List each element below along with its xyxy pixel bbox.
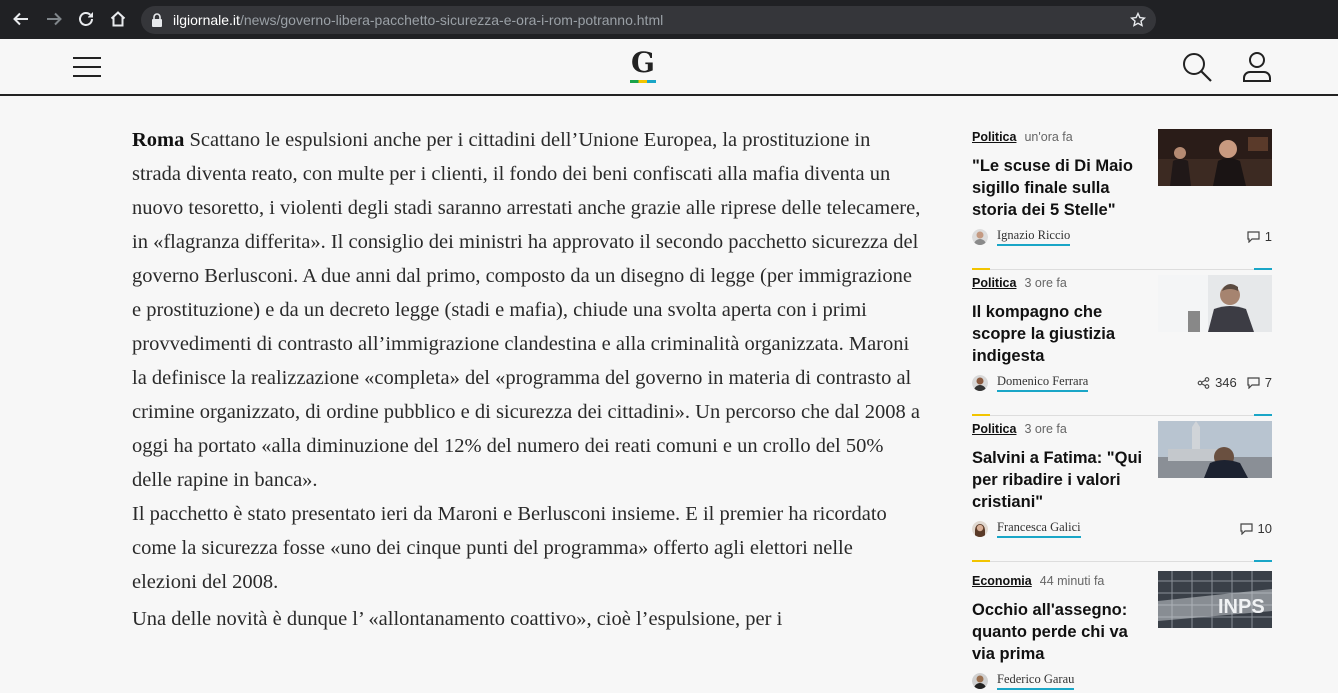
comments-value: 10 bbox=[1257, 521, 1272, 536]
related-article-card[interactable] bbox=[972, 416, 1272, 562]
site-header bbox=[0, 39, 1338, 96]
article-dateline: Roma bbox=[132, 129, 185, 151]
thumbnail-image bbox=[1158, 129, 1272, 186]
card-meta bbox=[972, 422, 1067, 436]
related-articles-sidebar bbox=[972, 124, 1272, 693]
card-title[interactable]: Salvini a Fatima: "Qui per ribadire i valori cristiani" bbox=[972, 449, 1143, 511]
shares-value: 346 bbox=[1215, 375, 1237, 390]
card-time: 3 ore fa bbox=[1024, 276, 1067, 290]
address-bar[interactable] bbox=[141, 6, 1156, 34]
category-link[interactable]: Politica bbox=[972, 422, 1017, 436]
back-button[interactable] bbox=[10, 8, 32, 30]
comments-value: 7 bbox=[1264, 375, 1272, 390]
lock-icon bbox=[151, 13, 163, 27]
card-author[interactable] bbox=[972, 228, 1070, 246]
article-paragraph-text: Scattano le espulsioni anche per i cittadini dell’Unione Europea, la prostituzione in strada diventa reato, con multe per i clienti, il fondo dei beni confiscati alla mafia diventa un nuovo tesoretto, i violenti degli stadi saranno arrestati anche grazie alle riprese delle telecamere, in «flagranza differita». Il consiglio dei ministri ha approvato il secondo pacchetto sicurezza del governo Berlusconi. A due anni dal primo, composto da un disegno di legge (per immigrazione e prostituzione) e da un decreto legge (stadi e mafia), chiude una svolta aperta con i primi provvedimenti di contrasto all’immigrazione clandestina e alla criminalità organizzata. Maroni la definisce la realizzazione «completa» del «programma del governo in materia di contrasto al crimine organizzato, di ordine pubblico e di sicurezza dei cittadini». Un percorso che dal 2008 a oggi ha portato «alla diminuzione del 12% del numero dei reati comuni e un crollo del 50% delle rapine in banca». bbox=[132, 129, 921, 491]
related-article-card[interactable] bbox=[972, 568, 1272, 693]
search-icon[interactable] bbox=[1181, 51, 1213, 83]
article-paragraph: Una delle novità è dunque l’ «allontanamento coattivo», cioè l’espulsione, per i bbox=[132, 608, 783, 630]
card-time: 3 ore fa bbox=[1024, 422, 1067, 436]
category-link[interactable]: Politica bbox=[972, 130, 1017, 144]
card-title[interactable]: Il kompagno che scopre la giustizia indigesta bbox=[972, 303, 1116, 365]
card-title[interactable]: "Le scuse di Di Maio sigillo finale sulla storia dei 5 Stelle" bbox=[972, 157, 1133, 219]
logo-tricolor-bar bbox=[630, 80, 656, 83]
hamburger-menu-icon[interactable] bbox=[73, 55, 101, 79]
card-stats bbox=[1187, 375, 1272, 390]
card-divider-accent-right bbox=[1254, 560, 1272, 562]
share-icon bbox=[1197, 377, 1210, 389]
thumbnail-image bbox=[1158, 275, 1272, 332]
card-meta bbox=[972, 130, 1073, 144]
related-article-card[interactable] bbox=[972, 270, 1272, 416]
site-logo[interactable] bbox=[628, 48, 658, 84]
comment-icon bbox=[1240, 523, 1253, 535]
card-meta bbox=[972, 574, 1104, 588]
url-text bbox=[173, 12, 663, 28]
category-link[interactable]: Politica bbox=[972, 276, 1017, 290]
logo-letter: G bbox=[631, 46, 655, 79]
card-stats bbox=[1237, 229, 1272, 244]
card-time: 44 minuti fa bbox=[1039, 574, 1105, 588]
card-time: un'ora fa bbox=[1024, 130, 1073, 144]
card-thumbnail[interactable] bbox=[1158, 275, 1272, 332]
url-path: /news/governo-libera-pacchetto-sicurezza-e-ora-i-rom-potranno.html bbox=[239, 12, 664, 28]
forward-button[interactable] bbox=[43, 8, 65, 30]
category-link[interactable]: Economia bbox=[972, 574, 1032, 588]
author-name[interactable]: Ignazio Riccio bbox=[997, 228, 1070, 246]
author-avatar bbox=[972, 673, 988, 689]
author-name[interactable]: Domenico Ferrara bbox=[997, 374, 1088, 392]
article-paragraph bbox=[132, 123, 922, 497]
thumbnail-image bbox=[1158, 571, 1272, 628]
card-author[interactable] bbox=[972, 672, 1074, 690]
url-host: ilgiornale.it bbox=[173, 12, 240, 28]
comment-icon bbox=[1247, 231, 1260, 243]
card-thumbnail[interactable] bbox=[1158, 571, 1272, 628]
browser-toolbar bbox=[0, 0, 1338, 39]
home-button[interactable] bbox=[107, 8, 129, 30]
thumbnail-image bbox=[1158, 421, 1272, 478]
card-meta bbox=[972, 276, 1067, 290]
author-name[interactable]: Federico Garau bbox=[997, 672, 1074, 690]
card-title[interactable]: Occhio all'assegno: quanto perde chi va via prima bbox=[972, 601, 1128, 663]
bookmark-star-icon[interactable] bbox=[1130, 12, 1146, 28]
comments-count[interactable] bbox=[1247, 229, 1272, 244]
author-name[interactable]: Francesca Galici bbox=[997, 520, 1081, 538]
card-stats bbox=[1230, 521, 1272, 536]
comments-count[interactable] bbox=[1247, 375, 1272, 390]
card-author[interactable] bbox=[972, 374, 1088, 392]
author-avatar bbox=[972, 229, 988, 245]
card-divider-accent-left bbox=[972, 560, 990, 562]
reload-button[interactable] bbox=[75, 8, 97, 30]
card-thumbnail[interactable] bbox=[1158, 421, 1272, 478]
article-paragraph: Il pacchetto è stato presentato ieri da Maroni e Berlusconi insieme. E il premier ha ricordato come la sicurezza fosse «uno dei cinque punti del programma» offerto agli elettori nelle elezioni del 2008. bbox=[132, 503, 887, 593]
comment-icon bbox=[1247, 377, 1260, 389]
user-icon[interactable] bbox=[1242, 51, 1272, 83]
home-icon bbox=[109, 10, 127, 28]
card-author[interactable] bbox=[972, 520, 1081, 538]
comments-count[interactable] bbox=[1240, 521, 1272, 536]
related-article-card[interactable] bbox=[972, 124, 1272, 270]
article-body bbox=[132, 123, 922, 636]
author-avatar bbox=[972, 375, 988, 391]
thumbnail-caption: INPS bbox=[1218, 596, 1265, 618]
comments-value: 1 bbox=[1264, 229, 1272, 244]
arrow-right-icon bbox=[45, 10, 63, 28]
card-thumbnail[interactable] bbox=[1158, 129, 1272, 186]
shares-count[interactable] bbox=[1197, 375, 1237, 390]
arrow-left-icon bbox=[12, 10, 30, 28]
reload-icon bbox=[77, 10, 95, 28]
author-avatar bbox=[972, 521, 988, 537]
